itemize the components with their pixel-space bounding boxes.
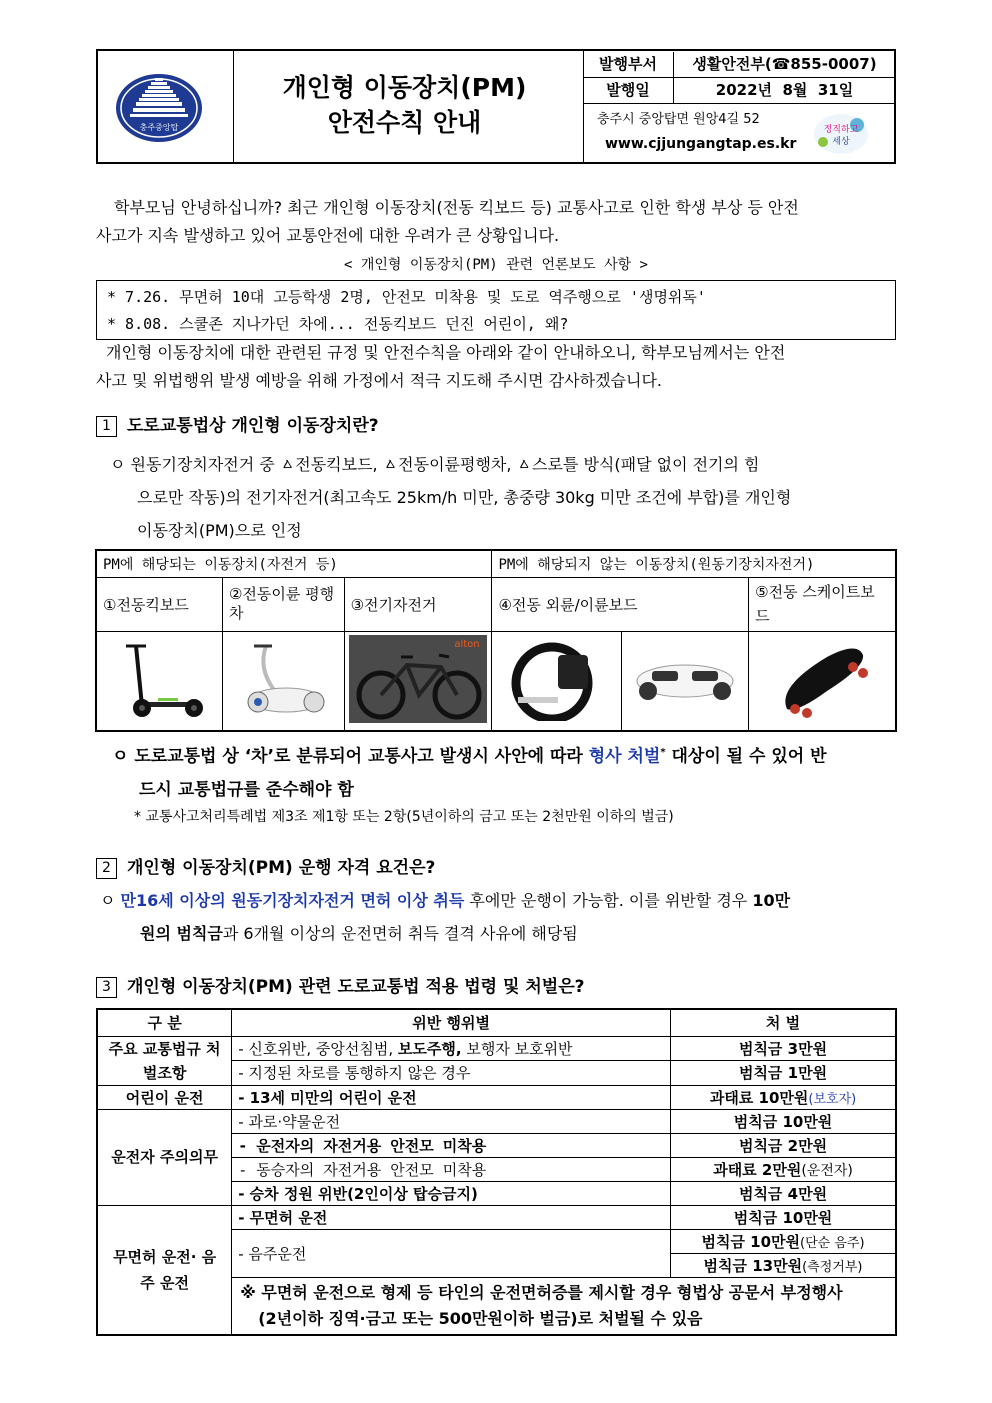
- svg-text:충주중앙탑: 충주중앙탑: [139, 123, 179, 132]
- device-label-e-skateboard: ⑤전동 스케이트보드: [749, 577, 896, 631]
- unicycle-image: [492, 631, 622, 731]
- dept-row: [583, 52, 894, 78]
- violation-drunk: - 음주운전: [232, 1229, 671, 1277]
- news-heading: < 개인형 이동장치(PM) 관련 언론보도 사항 >: [343, 257, 648, 273]
- section-2-bullet: [100, 884, 896, 950]
- device-label-balance-vehicle: ②전동이륜 평행차: [222, 577, 344, 631]
- svg-text:정직하고: 정직하고: [823, 125, 859, 135]
- s1-bullet-line-3: 이동장치(PM)으로 인정: [137, 521, 302, 540]
- violation-capacity: - 승차 정원 위반(2인이상 탑승금지): [232, 1181, 671, 1205]
- category-unlicensed-drunk: 무면허 운전· 음주 운전: [97, 1205, 232, 1335]
- bike-brand: alton: [454, 638, 480, 650]
- balance-vehicle-image: [222, 631, 344, 731]
- ebike-icon: [349, 635, 487, 723]
- device-table: [95, 549, 897, 732]
- date-label: 발행일: [583, 78, 674, 103]
- news-box: [96, 280, 896, 340]
- hoverboard-icon: [630, 637, 740, 721]
- slogan-logo: [813, 112, 869, 156]
- news-item-2: * 8.08. 스쿨존 지나가던 차에... 전동킥보드 던진 어린이, 왜?: [107, 315, 569, 333]
- s2-license-requirement: 만16세 이상의 원동기장치자전거 면허 이상 취득: [120, 891, 465, 910]
- device-label-kickboard: ①전동킥보드: [96, 577, 222, 631]
- section-3-title: 개인형 이동장치(PM) 관련 도로교통법 적용 법령 및 처벌은?: [127, 977, 585, 997]
- news-item-1: * 7.26. 무면허 10대 고등학생 2명, 안전모 미착용 및 도로 역주행으로 '생명위독': [107, 288, 706, 306]
- section-1-bullet: [110, 448, 896, 547]
- dept-label: 발행부서: [583, 52, 674, 77]
- penalty-note-line-1: ※ 무면허 운전으로 형제 등 타인의 운전면허증를 제시할 경우 형법상 공문서 부정행사: [240, 1282, 843, 1302]
- header-penalty: 처 벌: [671, 1009, 896, 1036]
- violation-unlicensed: - 무면허 운전: [232, 1205, 671, 1229]
- penalty-3man: 범칙금 3만원: [671, 1036, 896, 1061]
- page-title: [232, 70, 577, 140]
- table-head-pm: PM에 해당되는 이동장치(자전거 등): [96, 550, 492, 577]
- penalty-child-note: (보호자): [808, 1091, 857, 1107]
- svg-text:세상: 세상: [832, 137, 850, 147]
- category-child: 어린이 운전: [97, 1085, 232, 1109]
- kickboard-icon: [112, 638, 207, 720]
- section-2-number: 2: [96, 858, 117, 879]
- penalty-drunk-refusal: [671, 1253, 896, 1277]
- s1-footnote: * 교통사고처리특례법 제3조 제1항 또는 2항(5년이하의 금고 또는 2천만원 이하의 벌금): [134, 809, 674, 825]
- penalty-drunk-refusal-amount: 범칙금 13만원: [703, 1256, 803, 1275]
- penalty-passenger-note: (운전자): [801, 1162, 853, 1179]
- dept-value: 생활안전부(☎855-0007): [692, 55, 877, 73]
- penalty-table: [96, 1008, 897, 1336]
- table-head-non-pm: PM에 해당되지 않는 이동장치(원동기장치자전거): [492, 550, 896, 577]
- hoverboard-image: [622, 631, 749, 731]
- violation-signal-c: 보행자 보호위반: [461, 1039, 573, 1058]
- school-address: 충주시 중앙탑면 원앙4길 52: [597, 112, 760, 127]
- violation-lane: - 지정된 차로를 통행하지 않은 경우: [232, 1061, 671, 1086]
- kickboard-image: [96, 631, 222, 731]
- section-3-number: 3: [96, 977, 117, 998]
- category-driver-duty: 운전자 주의의무: [97, 1109, 232, 1205]
- skateboard-image: [749, 631, 896, 731]
- s1-note-line-2: 드시 교통법규를 준수해야 함: [139, 779, 354, 800]
- section-2-heading: [96, 853, 435, 879]
- penalty-drunk-simple: [671, 1229, 896, 1253]
- penalty-child-amount: 과태료 10만원: [709, 1088, 809, 1107]
- penalty-note-line-2: (2년이하 징역·금고 또는 500만원이하 벌금)로 처벌될 수 있음: [258, 1308, 703, 1328]
- penalty-note: [232, 1277, 896, 1335]
- guide-line-2: 사고 및 위법행위 발생 예방을 위해 가정에서 적극 지도해 주시면 감사하겠습니다.: [96, 371, 662, 390]
- s1-note-star: *: [660, 747, 666, 758]
- header-category: 구 분: [97, 1009, 232, 1036]
- violation-sidewalk: 보도주행,: [397, 1039, 462, 1058]
- date-row: [583, 78, 894, 104]
- penalty-1man: 범칙금 1만원: [671, 1061, 896, 1086]
- balance-vehicle-icon: [236, 638, 331, 720]
- penalty-drunk-simple-note: (단순 음주): [800, 1235, 865, 1251]
- header-violation: 위반 행위별: [232, 1009, 671, 1036]
- penalty-unlicensed: 범칙금 10만원: [671, 1205, 896, 1229]
- s1-note-text-a: ㅇ 도로교통법 상 ‘차’로 분류되어 교통사고 발생시 사안에 따라: [112, 746, 589, 767]
- intro-paragraph: [96, 194, 896, 250]
- penalty-capacity: 범칙금 4만원: [671, 1181, 896, 1205]
- section-1-heading: [96, 411, 379, 437]
- s2-line-1-rest: 후에만 운행이 가능함. 이를 위반할 경우: [464, 891, 753, 910]
- school-website-link[interactable]: www.cjjungangtap.es.kr: [605, 136, 797, 152]
- section-3-heading: [96, 972, 585, 998]
- date-value: 2022년 8월 31일: [715, 81, 854, 99]
- violation-fatigue: - 과로·약물운전: [232, 1109, 671, 1133]
- device-label-ebike: ③전기자전거: [344, 577, 492, 631]
- guide-paragraph: [96, 339, 896, 395]
- device-label-wheel-board: ④전동 외륜/이륜보드: [492, 577, 749, 631]
- section-1-title: 도로교통법상 개인형 이동장치란?: [127, 416, 379, 436]
- ebike-image: [344, 631, 492, 731]
- skateboard-icon: [767, 637, 877, 721]
- intro-line-1: 학부모님 안녕하십니까? 최근 개인형 이동장치(전동 킥보드 등) 교통사고로 인한 학생 부상 등 안전: [114, 198, 799, 217]
- section-1-number: 1: [96, 416, 117, 437]
- s2-bullet-mark: ㅇ: [100, 891, 121, 910]
- violation-driver-helmet: - 운전자의 자전거용 안전모 미착용: [232, 1133, 671, 1157]
- guide-line-1: 개인형 이동장치에 대한 관련된 규정 및 안전수칙을 아래와 같이 안내하오니, 학부모님께서는 안전: [106, 343, 786, 362]
- s1-note-text-b: 대상이 될 수 있어 반: [665, 746, 827, 767]
- s1-bullet-line-2: 으로만 작동)의 전기자전거(최고속도 25km/h 미만, 총중량 30kg 미만 조건에 부합)를 개인형: [137, 488, 792, 507]
- penalty-fatigue: 범칙금 10만원: [671, 1109, 896, 1133]
- s1-note-criminal-penalty: 형사 처벌: [588, 746, 661, 767]
- penalty-child: [671, 1085, 896, 1109]
- penalty-passenger-helmet: [671, 1157, 896, 1181]
- section-2-title: 개인형 이동장치(PM) 운행 자격 요건은?: [127, 858, 436, 878]
- penalty-driver-helmet: 범칙금 2만원: [671, 1133, 896, 1157]
- title-line-1: 개인형 이동장치(PM): [282, 73, 527, 102]
- violation-child: - 13세 미만의 어린이 운전: [232, 1085, 671, 1109]
- penalty-drunk-refusal-note: (측정거부): [802, 1259, 863, 1275]
- s2-fine-amount-b: 원의 범칙금: [140, 924, 223, 943]
- title-line-2: 안전수칙 안내: [327, 108, 482, 137]
- school-logo: [115, 68, 203, 144]
- s2-line-2-rest: 과 6개월 이상의 운전면허 취득 결격 사유에 해당됨: [222, 924, 578, 943]
- violation-signal: [232, 1036, 671, 1061]
- violation-passenger-helmet: - 동승자의 자전거용 안전모 미착용: [232, 1157, 671, 1181]
- violation-signal-a: - 신호위반, 중앙선침범,: [238, 1039, 398, 1058]
- category-major-rules: 주요 교통법규 처벌조항: [97, 1036, 232, 1085]
- s1-bullet-line-1: ㅇ 원동기장치자전거 중 ㅿ전동킥보드, ㅿ전동이륜평행차, ㅿ스로틀 방식(패달 없이 전기의 힘: [110, 455, 760, 474]
- penalty-passenger-amount: 과태료 2만원: [713, 1160, 802, 1179]
- penalty-drunk-simple-amount: 범칙금 10만원: [701, 1232, 801, 1251]
- section-1-note: [112, 736, 896, 807]
- intro-line-2: 사고가 지속 발생하고 있어 교통안전에 대한 우려가 큰 상황입니다.: [96, 226, 560, 245]
- unicycle-icon: [502, 637, 612, 721]
- s2-fine-amount-a: 10만: [752, 891, 791, 910]
